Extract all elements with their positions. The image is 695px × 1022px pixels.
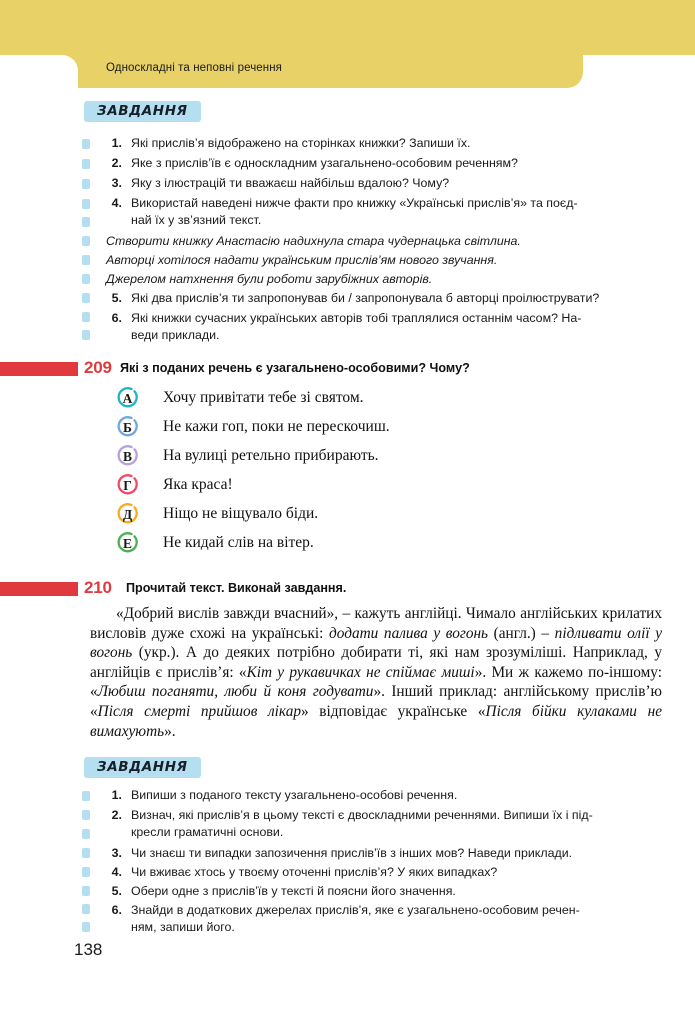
list-item-text: Знайди в додаткових джерелах прислів’я, яке є узагальнено-особовим речен- [131,903,580,917]
list-item-text: Використай наведені нижче факти про книжку «Українські прислів’я» та поєд- [131,196,578,210]
list-bullet [82,922,90,932]
list-item-number: 4. [111,196,122,210]
exercise-number-209: 209 [84,358,112,377]
list-item-text: Які книжки сучасних українських авторів тобі траплялися останнім часом? На- [131,311,582,325]
option-letter: А [122,391,133,406]
list-item-text: Яке з прислів’їв є односкладним узагальнено-особовим реченням? [131,156,518,170]
task-badge-top: ЗАВДАННЯ [84,101,201,122]
list-item-number: 2. [111,156,122,170]
page-number: 138 [74,940,103,959]
list-item-number: 4. [111,865,122,879]
list-bullet [82,236,90,246]
list-item-number: 3. [111,846,122,860]
list-bullet [82,848,90,858]
exercise-marker-bar-210 [0,582,78,596]
option-letter: Д [122,507,133,522]
header-banner-notch [0,55,78,88]
task-badge-bottom: ЗАВДАННЯ [84,757,201,778]
list-bullet [82,791,90,801]
list-bullet [82,139,90,149]
list-bullet [82,330,90,340]
list-item-text-cont: кресли граматичні основи. [131,825,284,839]
fact-text: Створити книжку Анастасію надихнула стара чудернацька світлина. [106,234,521,248]
option-text: Яка краса! [163,476,233,493]
option-letter: Е [122,536,132,551]
list-bullet [82,810,90,820]
option-letter: Б [123,420,132,435]
list-item-text: Чи знаєш ти випадки запозичення прислів’їв з інших мов? Наведи приклади. [131,846,573,860]
list-item-text: Визнач, які прислів’я в цьому тексті є двоскладними реченнями. Випиши їх і під- [131,808,593,822]
header-banner-bottom [0,55,583,88]
list-bullet [82,159,90,169]
option-letter: Г [123,478,132,493]
list-bullet [82,274,90,284]
exercise-marker-bar-209 [0,362,78,376]
list-bullet [82,886,90,896]
list-bullet [82,217,90,227]
exercise-body-text: «Добрий вислів завжди вчасний», – кажуть англійці. Чимало англійських крилатих висловів дуже схожі на українські: додати палива у вогонь (англ.) – підливати олії у вогонь (укр.). А до деяких потрібно добирати ті, які нам зрозуміліші. Наприклад, у англійців є прислів’я: «Кіт у рукавичках не спіймає миші». Ми ж кажемо по-іншому: «Любиш поганяти, люби й коня годувати». Інший приклад: англійському прислів’ю «Після смерті прийшов лікар» відповідає українське «Після бійки кулаками не вимахують». [90,605,662,740]
list-item-text: Обери одне з прислів’їв у тексті й поясни його значення. [131,884,456,898]
header-banner-top [0,0,695,55]
list-item-number: 6. [111,311,122,325]
list-item-number: 5. [111,884,122,898]
fact-text: Джерелом натхнення були роботи зарубіжних авторів. [106,272,433,286]
option-text: Не кидай слів на вітер. [163,534,314,551]
option-text: Не кажи гоп, поки не перескочиш. [163,418,390,435]
option-text: На вулиці ретельно прибирають. [163,447,379,464]
list-item-text-cont: веди приклади. [131,328,220,342]
list-bullet [82,312,90,322]
option-letter: В [122,449,132,464]
list-item-text-cont: ням, запиши його. [131,920,235,934]
exercise-number-210: 210 [84,578,112,597]
list-bullet [82,255,90,265]
list-item-text: Чи вживає хтось у твоєму оточенні прислів’я? У яких випадках? [131,865,498,879]
list-item-number: 1. [111,136,122,150]
list-item-text-cont: най їх у зв’язний текст. [131,213,262,227]
list-bullet [82,904,90,914]
option-text: Хочу привітати тебе зі святом. [163,389,364,406]
running-head: Односкладні та неповні речення [106,62,283,74]
list-item-number: 1. [111,788,122,802]
exercise-heading-210: Прочитай текст. Виконай завдання. [126,581,347,595]
list-item-number: 5. [111,291,122,305]
list-bullet [82,199,90,209]
list-item-number: 6. [111,903,122,917]
fact-text: Авторці хотілося надати українським прислів’ям нового звучання. [106,253,498,267]
list-item-text: Які два прислів’я ти запропонував би / запропонувала б авторці проілюструвати? [131,291,600,305]
list-bullet [82,829,90,839]
list-item-text: Випиши з поданого тексту узагальнено-особові речення. [131,788,458,802]
list-item-number: 3. [111,176,122,190]
exercise-heading-209: Які з поданих речень є узагальнено-особовими? Чому? [120,361,470,375]
list-bullet [82,179,90,189]
option-text: Ніщо не віщувало біди. [163,505,319,522]
list-item-number: 2. [111,808,122,822]
list-item-text: Які прислів’я відображено на сторінках книжки? Запиши їх. [131,136,471,150]
list-bullet [82,867,90,877]
list-item-text: Яку з ілюстрацій ти вважаєш найбільш вдалою? Чому? [131,176,450,190]
list-bullet [82,293,90,303]
